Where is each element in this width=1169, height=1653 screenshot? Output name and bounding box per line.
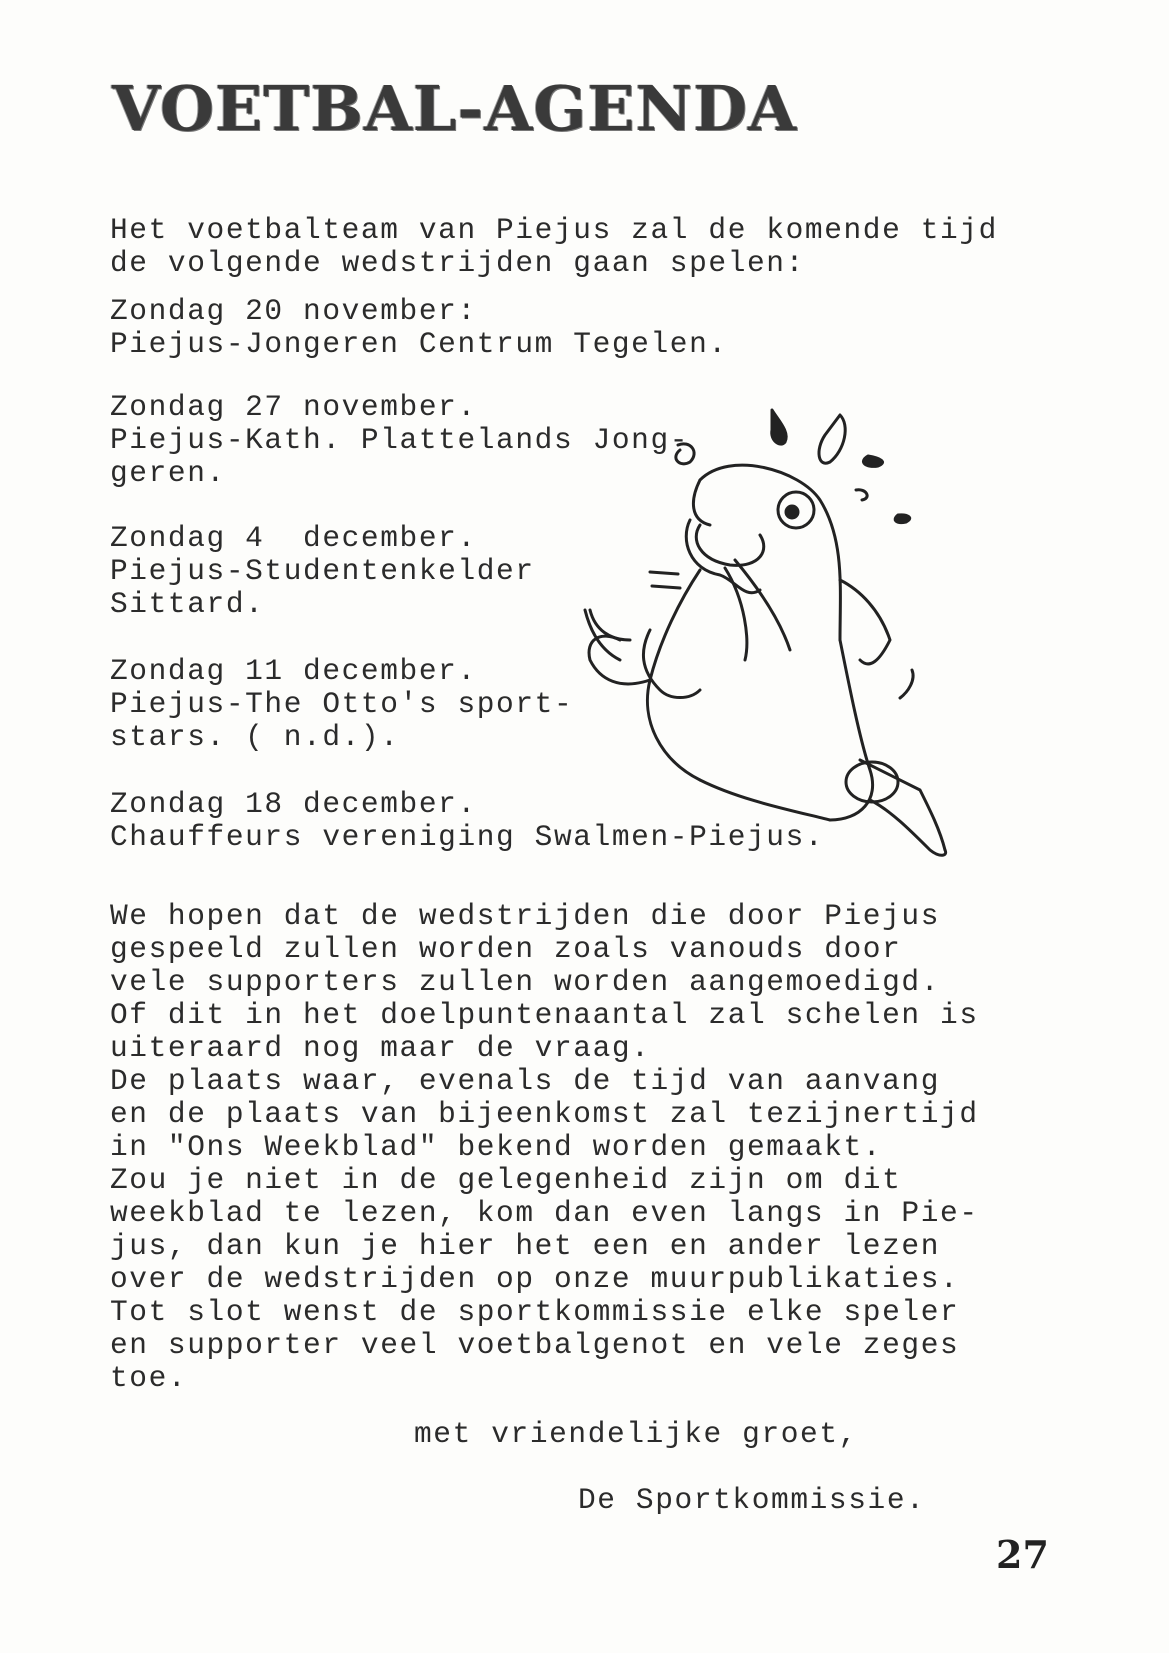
- body-paragraph: We hopen dat de wedstrijden die door Piejus gespeeld zullen worden zoals vanouds door vele supporters zullen worden aangemoedigd. Of dit in het doelpuntenaantal zal schelen is uiteraard nog maar de vraag. De plaats waar, evenals de tijd van aanvang en de plaats van bijeenkomst zal tezijnertijd in "Ons Weekblad" bekend worden gemaakt. Zou je niet in de gelegenheid zijn om dit weekblad te lezen, kom dan even langs in Pie- jus, dan kun je hier het een en ander lezen over de wedstrijden op onze muurpublikaties. Tot slot wenst de sportkommissie elke speler en supporter veel voetbalgenot en vele zeges toe.: [110, 899, 979, 1395]
- page-number: 27: [996, 1532, 1049, 1577]
- match-entry-2: Zondag 27 november. Piejus-Kath. Plattelands Jong- geren.: [110, 390, 690, 490]
- match-entry-5: Zondag 18 december. Chauffeurs vereniging Swalmen-Piejus.: [110, 787, 825, 854]
- page-title: VOETBAL-AGENDA: [112, 72, 798, 145]
- closing-line: met vriendelijke groet,: [414, 1417, 858, 1451]
- intro-paragraph: Het voetbalteam van Piejus zal de komende tijd de volgende wedstrijden gaan spelen:: [110, 213, 998, 280]
- match-entry-1: Zondag 20 november: Piejus-Jongeren Centrum Tegelen.: [110, 294, 728, 361]
- signature: De Sportkommissie.: [578, 1483, 926, 1517]
- match-entry-4: Zondag 11 december. Piejus-The Otto's sport- stars. ( n.d.).: [110, 654, 574, 754]
- match-entry-3: Zondag 4 december. Piejus-Studentenkelder Sittard.: [110, 521, 535, 621]
